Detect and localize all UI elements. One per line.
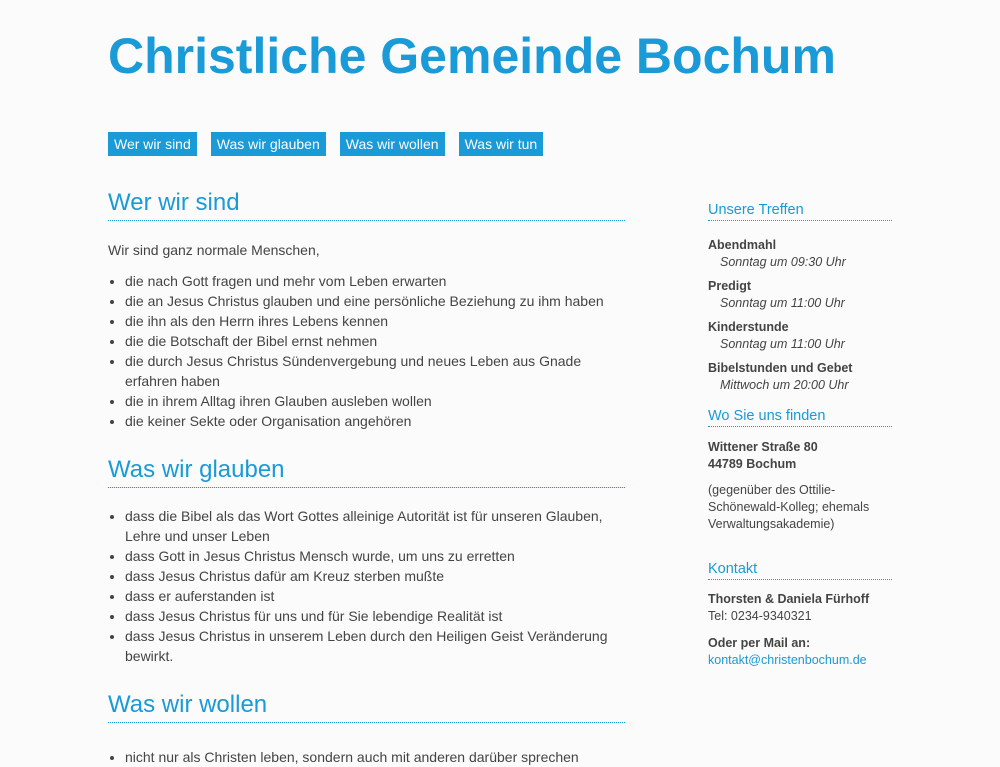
section-heading: Was wir wollen (108, 688, 625, 723)
events-list (708, 237, 892, 394)
contact-phone: Tel: 0234-9340321 (708, 609, 812, 623)
list-item: • die in ihrem Alltag ihren Glauben ausleben wollen (125, 391, 625, 411)
event-time: Sonntag um 09:30 Uhr (720, 255, 846, 269)
section-heading: Was wir glauben (108, 453, 625, 488)
list-item: • dass die Bibel als das Wort Gottes alleinige Autorität ist für unseren Glauben, Lehre und unser Leben (125, 506, 625, 546)
list-item: • die an Jesus Christus glauben und eine persönliche Beziehung zu ihm haben (125, 291, 625, 311)
nav-item-was-wir-tun[interactable]: Was wir tun (459, 132, 544, 156)
event-name: Predigt (708, 279, 752, 293)
sidebar (708, 200, 892, 669)
event-time: Sonntag um 11:00 Uhr (720, 337, 845, 351)
event-time: Mittwoch um 20:00 Uhr (720, 378, 849, 392)
list-item: • die nach Gott fragen und mehr vom Leben erwarten (125, 271, 625, 291)
mail-label: Oder per Mail an: (708, 636, 811, 650)
event-item (708, 360, 892, 394)
section-list (108, 506, 625, 666)
list-item: • dass Jesus Christus dafür am Kreuz sterben mußte (125, 566, 625, 586)
list-item: • dass er auferstanden ist (125, 586, 625, 606)
event-name: Abendmahl (708, 238, 777, 252)
main-content (108, 186, 625, 767)
email-link[interactable]: kontakt@christenbochum.de (708, 653, 867, 667)
list-item: • die die Botschaft der Bibel ernst nehmen (125, 331, 625, 351)
event-item (708, 237, 892, 271)
address-note: (gegenüber des Ottilie-Schönewald-Kolleg; ehemals Verwaltungsakademie) (708, 483, 870, 531)
list-item: • die durch Jesus Christus Sündenvergebung und neues Leben aus Gnade erfahren haben (125, 351, 625, 391)
section-was-wir-glauben (108, 453, 625, 666)
nav-item-wer-wir-sind[interactable]: Wer wir sind (108, 132, 197, 156)
address (708, 439, 892, 473)
nav-item-was-wir-wollen[interactable]: Was wir wollen (340, 132, 445, 156)
sidebar-heading-kontakt: Kontakt (708, 559, 892, 580)
list-item: • nicht nur als Christen leben, sondern auch mit anderen darüber sprechen (125, 747, 625, 767)
section-intro: Wir sind ganz normale Menschen, (108, 242, 320, 258)
event-name: Bibelstunden und Gebet (708, 361, 853, 375)
sidebar-heading-finden: Wo Sie uns finden (708, 406, 892, 427)
event-item (708, 278, 892, 312)
event-item (708, 319, 892, 353)
list-item: • die ihn als den Herrn ihres Lebens kennen (125, 311, 625, 331)
list-item: • die keiner Sekte oder Organisation angehören (125, 411, 625, 431)
section-was-wir-wollen (108, 688, 625, 767)
address-street: Wittener Straße 80 (708, 440, 818, 454)
section-wer-wir-sind (108, 186, 625, 431)
contact-name: Thorsten & Daniela Fürhoff (708, 592, 870, 606)
event-time: Sonntag um 11:00 Uhr (720, 296, 845, 310)
list-item: • dass Jesus Christus in unserem Leben durch den Heiligen Geist Veränderung bewirkt. (125, 626, 625, 666)
event-name: Kinderstunde (708, 320, 789, 334)
sidebar-heading-treffen: Unsere Treffen (708, 200, 892, 221)
section-list (108, 271, 625, 431)
list-item: • dass Jesus Christus für uns und für Sie lebendige Realität ist (125, 606, 625, 626)
site-title: Christliche Gemeinde Bochum (108, 28, 836, 84)
list-item: • dass Gott in Jesus Christus Mensch wurde, um uns zu erretten (125, 546, 625, 566)
nav-item-was-wir-glauben[interactable]: Was wir glauben (211, 132, 326, 156)
main-nav (108, 132, 543, 156)
section-list (108, 747, 625, 767)
section-heading: Wer wir sind (108, 186, 625, 221)
address-city: 44789 Bochum (708, 457, 797, 471)
